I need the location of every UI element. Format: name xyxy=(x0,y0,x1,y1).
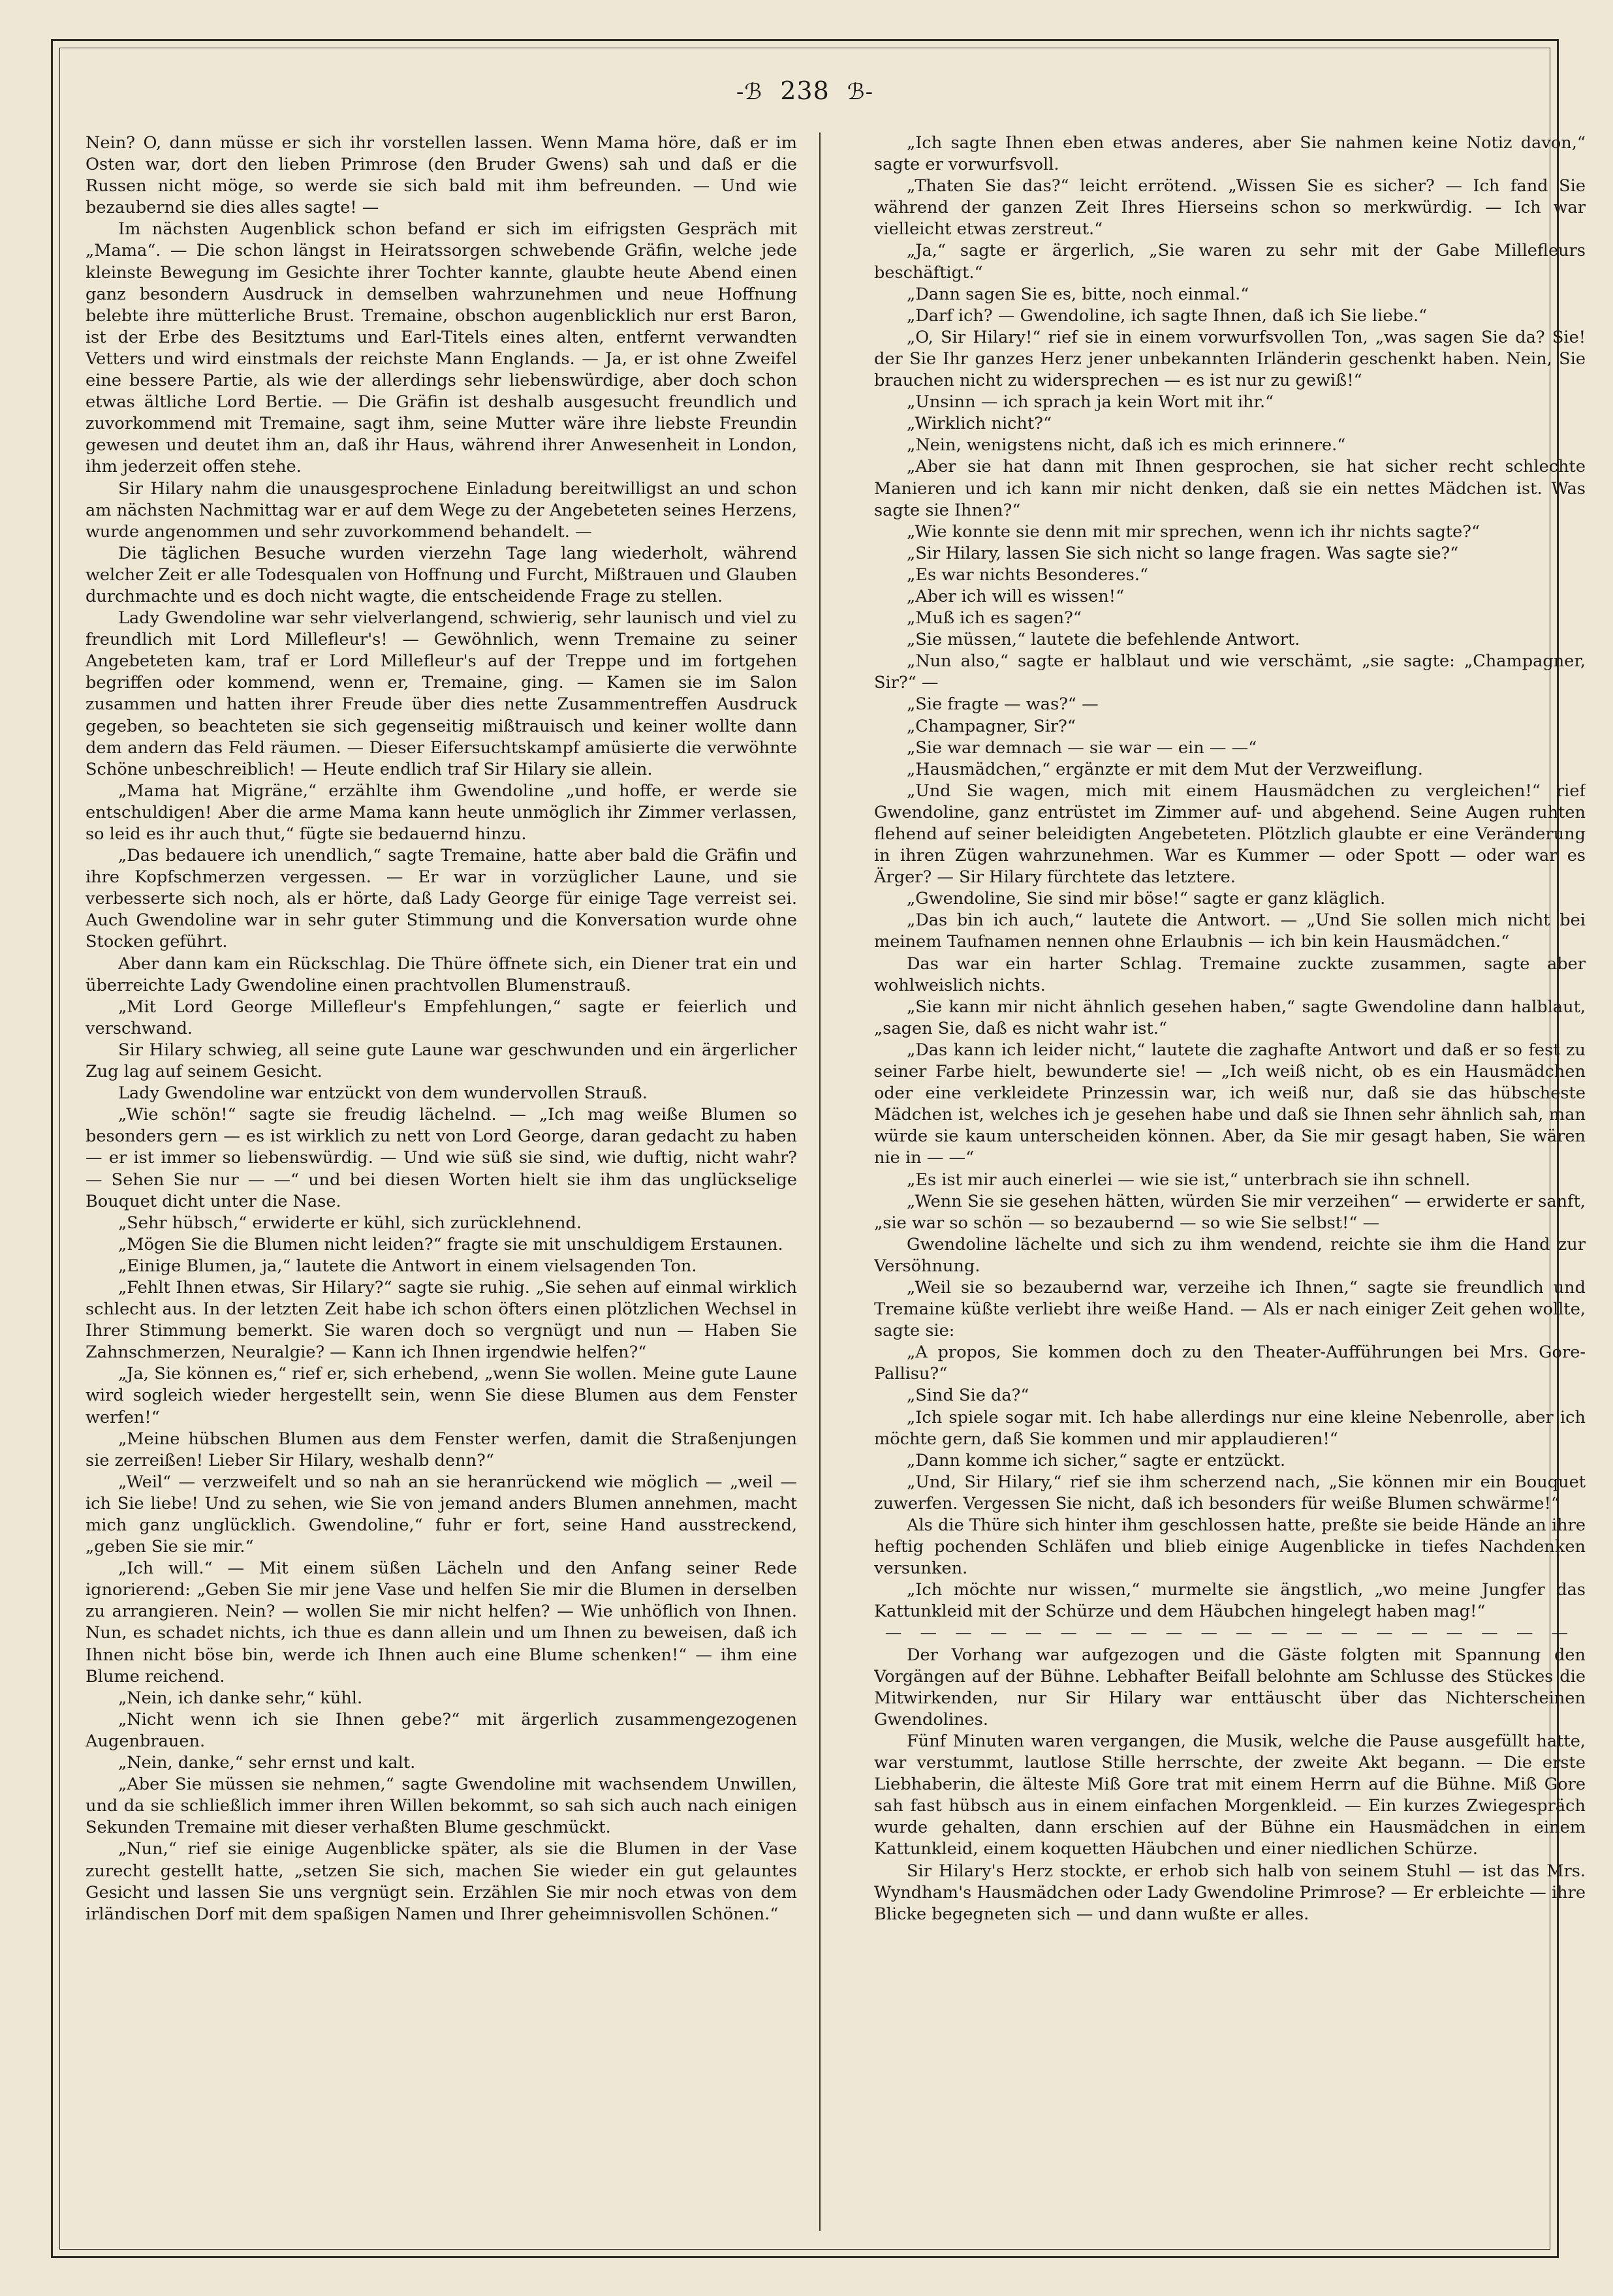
paragraph: „Sie müssen,“ lautete die befehlende Antwort. xyxy=(907,630,1300,650)
paragraph: „Aber sie hat dann mit Ihnen gesprochen, sie hat sicher recht schlechte Manieren und ich kann mir nicht denken, daß sie ein nettes Mädchen ist. Was sagte sie Ihnen?“ xyxy=(874,457,1586,520)
paragraph: Die täglichen Besuche wurden vierzehn Tage lang wiederholt, während welcher Zeit er alle Todesqualen von Hoffnung und Furcht, Mißtrauen und Glauben durchmachte und es doch nicht wagte, die entscheidende Frage zu stellen. xyxy=(86,543,797,606)
paragraph: Lady Gwendoline war sehr vielverlangend, schwierig, sehr launisch und viel zu freundlich mit Lord Millefleur's! — Gewöhnlich, wenn Tremaine zu seiner Angebeteten kam, traf er Lord Millefleur's auf der Treppe und im fortgehen begriffen oder kommend, wenn er, Tremaine, ging. — Kamen sie im Salon zusammen und hatten ihrer Freude über dies nette Zusammentreffen Ausdruck gegeben, so beachteten sie sich gegenseitig mißtrauisch und keiner wollte dann dem andern das Feld räumen. — Dieser Eifersuchtskampf amüsierte die verwöhnte Schöne unbeschreiblich! — Heute endlich traf Sir Hilary sie allein. xyxy=(86,608,797,779)
paragraph: „Nein, ich danke sehr,“ kühl. xyxy=(118,1688,363,1708)
page-frame xyxy=(51,39,1586,2258)
paragraph: „Sie kann mir nicht ähnlich gesehen haben,“ sagte Gwendoline dann halblaut, „sagen Sie, daß es nicht wahr ist.“ xyxy=(874,997,1586,1038)
paragraph: „Ich möchte nur wissen,“ murmelte sie ängstlich, „wo meine Jungfer das Kattunkleid mit der Schürze und dem Häubchen hingelegt haben mag!“ xyxy=(874,1580,1586,1622)
paragraph: „Und Sie wagen, mich mit einem Hausmädchen zu vergleichen!“ rief Gwendoline, ganz entrüstet im Zimmer auf- und abgehend. Seine Augen ruhten flehend auf seiner beleidigten Angebeteten. Plötzlich glaubte er eine Veränderung in ihren Zügen wahrzunehmen. War es Kummer — oder Spott — oder war es Ärger? — Sir Hilary fürchtete das letztere. xyxy=(874,781,1586,888)
paragraph: „Aber Sie müssen sie nehmen,“ sagte Gwendoline mit wachsendem Unwillen, und da sie schließlich immer ihren Willen bekommt, so sah sich auch nach einigen Sekunden Tremaine mit dieser verhaßten Blume geschmückt. xyxy=(86,1775,797,1838)
paragraph: „Wenn Sie sie gesehen hätten, würden Sie mir verzeihen“ — erwiderte er sanft, „sie war so schön — so bezaubernd — so wie Sie selbst!“ — xyxy=(874,1191,1586,1233)
paragraph: Sir Hilary schwieg, all seine gute Laune war geschwunden und ein ärgerlicher Zug lag auf seinem Gesicht. xyxy=(86,1040,797,1082)
paragraph: Das war ein harter Schlag. Tremaine zuckte zusammen, sagte aber wohlweislich nichts. xyxy=(874,954,1586,995)
paragraph: „Aber ich will es wissen!“ xyxy=(907,586,1125,606)
left-column xyxy=(86,132,797,2241)
paragraph: Aber dann kam ein Rückschlag. Die Thüre öffnete sich, ein Diener trat ein und überreichte Lady Gwendoline einen prachtvollen Blumenstrauß. xyxy=(86,954,797,995)
paragraph: „Nun,“ rief sie einige Augenblicke später, als sie die Blumen in der Vase zurecht gestellt hatte, „setzen Sie sich, machen Sie wieder ein gut gelauntes Gesicht und lassen Sie uns vergnügt sein. Erzählen Sie mir noch etwas von dem irländischen Dorf mit dem spaßigen Namen und Ihrer geheimnisvollen Schönen.“ xyxy=(86,1839,797,1924)
paragraph: „Ja,“ sagte er ärgerlich, „Sie waren zu sehr mit der Gabe Millefleurs beschäftigt.“ xyxy=(874,241,1586,283)
paragraph: „Das kann ich leider nicht,“ lautete die zaghafte Antwort und daß er so fest zu seiner Farbe hielt, bewunderte sie! — „Ich weiß nicht, ob es ein Hausmädchen oder eine verkleidete Prinzessin war, ich weiß nur, daß sie das hübscheste Mädchen ist, welches ich je gesehen habe und daß sie Ihnen sehr ähnlich sah, man würde sie kaum unterscheiden können. Aber, da Sie mir gesagt haben, Sie wären nie in — —“ xyxy=(874,1040,1586,1168)
page-number: 238 xyxy=(780,76,830,105)
paragraph: Sir Hilary nahm die unausgesprochene Einladung bereitwilligst an und schon am nächsten Nachmittag war er auf dem Wege zu der Angebeteten seines Herzens, wurde angenommen und sehr zuvorkommend behandelt. — xyxy=(86,478,797,542)
paragraph: „Das bedauere ich unendlich,“ sagte Tremaine, hatte aber bald die Gräfin und ihre Kopfschmerzen vergessen. — Er war in vorzüglicher Laune, und sie verbesserte sich noch, als er hörte, daß Lady George für einige Tage verreist sei. Auch Gwendoline war in sehr guter Stimmung und die Konversation wurde ohne Stocken geführt. xyxy=(86,846,797,952)
paragraph: „Ich sagte Ihnen eben etwas anderes, aber Sie nahmen keine Notiz davon,“ sagte er vorwurfsvoll. xyxy=(874,133,1586,175)
section-rule: — — — — — — — — — — — — — — — — — — — — xyxy=(885,1623,1575,1643)
paragraph: „Thaten Sie das?“ leicht errötend. „Wissen Sie es sicher? — Ich fand Sie während der ganzen Zeit Ihres Hierseins schon so merkwürdig. — Ich war vielleicht etwas zerstreut.“ xyxy=(874,176,1586,240)
paragraph: „Unsinn — ich sprach ja kein Wort mit ihr.“ xyxy=(907,392,1274,412)
right-column xyxy=(874,132,1586,2241)
paragraph: „Einige Blumen, ja,“ lautete die Antwort in einem vielsagenden Ton. xyxy=(118,1256,697,1276)
paragraph: „Ich will.“ — Mit einem süßen Lächeln und den Anfang seiner Rede ignorierend: „Geben Sie mir jene Vase und helfen Sie mir die Blumen in derselben zu arrangieren. Nein? — wollen Sie mir nicht helfen? — Wie unhöflich von Ihnen. Nun, es schadet nichts, ich thue es dann allein und um Ihnen zu beweisen, daß ich Ihnen nicht böse bin, werde ich Ihnen auch eine Blume schenken!“ — ihm eine Blume reichend. xyxy=(86,1559,797,1686)
paragraph: „O, Sir Hilary!“ rief sie in einem vorwurfsvollen Ton, „was sagen Sie da? Sie! der Sie Ihr ganzes Herz jener unbekannten Irländerin geschenkt haben. Nein, Sie brauchen nicht zu widersprechen — es ist nur zu gewiß!“ xyxy=(874,327,1586,391)
ornament-left: -ℬ xyxy=(736,79,763,105)
paragraph: „Es war nichts Besonderes.“ xyxy=(907,565,1149,585)
paragraph: Nein? O, dann müsse er sich ihr vorstellen lassen. Wenn Mama höre, daß er im Osten war, dort den lieben Primrose (den Bruder Gwens) sah und daß er die Russen nicht möge, so werde sie sich bald mit ihm befreunden. — Und wie bezaubernd sie dies alles sagte! — xyxy=(86,133,797,218)
paragraph: „Fehlt Ihnen etwas, Sir Hilary?“ sagte sie ruhig. „Sie sehen auf einmal wirklich schlecht aus. In der letzten Zeit habe ich schon öfters einen plötzlichen Wechsel in Ihrer Stimmung bemerkt. Sie waren doch so vergnügt und nun — Haben Sie Zahnschmerzen, Neuralgie? — Kann ich Ihnen irgendwie helfen?“ xyxy=(86,1277,797,1363)
paragraph: Der Vorhang war aufgezogen und die Gäste folgten mit Spannung den Vorgängen auf der Bühne. Lebhafter Beifall belohnte am Schlusse des Stückes die Mitwirkenden, nur Sir Hilary war enttäuscht über das Nichterscheinen Gwendolines. xyxy=(874,1645,1586,1730)
paragraph: „Ich spiele sogar mit. Ich habe allerdings nur eine kleine Nebenrolle, aber ich möchte gern, daß Sie kommen und mir applaudieren!“ xyxy=(874,1407,1586,1449)
paragraph: „Nun also,“ sagte er halblaut und wie verschämt, „sie sagte: „Champagner, Sir?“ — xyxy=(874,651,1586,693)
paragraph: „Ja, Sie können es,“ rief er, sich erhebend, „wenn Sie wollen. Meine gute Laune wird sogleich wieder hergestellt sein, wenn Sie diese Blumen aus dem Fenster werfen!“ xyxy=(86,1364,797,1427)
paragraph: Im nächsten Augenblick schon befand er sich im eifrigsten Gespräch mit „Mama“. — Die schon längst in Heiratssorgen schwebende Gräfin, welche jede kleinste Bewegung im Gesichte ihrer Tochter kannte, glaubte heute Abend einen ganz besondern Ausdruck in demselben wahrzunehmen und neue Hoffnung belebte ihre mütterliche Brust. Tremaine, obschon augenblicklich nur erst Baron, ist der Erbe des Besitztums und Earl-Titels eines alten, entfernt verwandten Vetters und wird einstmals der reichste Mann Englands. — Ja, er ist ohne Zweifel eine bessere Partie, als wie der allerdings sehr liebenswürdige, aber doch schon etwas ältliche Lord Bertie. — Die Gräfin ist deshalb ausgesucht freundlich und zuvorkommend mit Tremaine, sagt ihm, seine Mutter wäre ihre liebste Freundin gewesen und deutet ihm an, daß ihr Haus, während ihrer Anwesenheit in London, ihm jederzeit offen stehe. xyxy=(86,219,797,477)
paragraph: „Sir Hilary, lassen Sie sich nicht so lange fragen. Was sagte sie?“ xyxy=(907,543,1459,563)
column-divider xyxy=(819,132,821,2231)
paragraph: „Hausmädchen,“ ergänzte er mit dem Mut der Verzweiflung. xyxy=(907,759,1423,779)
paragraph: „Nein, danke,“ sehr ernst und kalt. xyxy=(118,1753,416,1773)
paragraph: „Mama hat Migräne,“ erzählte ihm Gwendoline „und hoffe, er werde sie entschuldigen! Aber die arme Mama kann heute unmöglich ihr Zimmer verlassen, so leid es ihr auch thut,“ fügte sie bedauernd hinzu. xyxy=(86,781,797,844)
paragraph: „Und, Sir Hilary,“ rief sie ihm scherzend nach, „Sie können mir ein Bouquet zuwerfen. Vergessen Sie nicht, daß ich besonders für weiße Blumen schwärme!“ xyxy=(874,1472,1586,1513)
paragraph: „A propos, Sie kommen doch zu den Theater-Aufführungen bei Mrs. Gore-Pallisu?“ xyxy=(874,1342,1586,1384)
paragraph: „Wie konnte sie denn mit mir sprechen, wenn ich ihr nichts sagte?“ xyxy=(907,521,1480,542)
paragraph: „Dann komme ich sicher,“ sagte er entzückt. xyxy=(907,1450,1286,1470)
paragraph: „Nein, wenigstens nicht, daß ich es mich erinnere.“ xyxy=(907,435,1346,456)
page-header xyxy=(53,76,1557,105)
paragraph: „Sehr hübsch,“ erwiderte er kühl, sich zurücklehnend. xyxy=(118,1213,582,1233)
paragraph: Fünf Minuten waren vergangen, die Musik, welche die Pause ausgefüllt hatte, war verstummt, lautlose Stille herrschte, der zweite Akt begann. — Die erste Liebhaberin, die älteste Miß Gore trat mit einem Herrn auf die Bühne. Miß Gore sah fast hübsch aus in einem einfachen Morgenkleid. — Ein kurzes Zwiegespräch wurde gehalten, dann erschien auf der Bühne ein Hausmädchen in einem Kattunkleid, einem koquetten Häubchen und einer niedlichen Schürze. xyxy=(874,1731,1586,1859)
paragraph: „Dann sagen Sie es, bitte, noch einmal.“ xyxy=(907,284,1249,304)
paragraph: „Sie fragte — was?“ — xyxy=(907,694,1099,715)
paragraph: „Sind Sie da?“ xyxy=(907,1386,1029,1406)
ornament-right: ℬ- xyxy=(847,79,874,105)
paragraph: Lady Gwendoline war entzückt von dem wundervollen Strauß. xyxy=(118,1083,648,1104)
paragraph: „Champagner, Sir?“ xyxy=(907,716,1076,736)
paragraph: „Das bin ich auch,“ lautete die Antwort. — „Und Sie sollen mich nicht bei meinem Taufnamen nennen ohne Erlaubnis — ich bin kein Hausmädchen.“ xyxy=(874,910,1586,952)
paragraph: „Meine hübschen Blumen aus dem Fenster werfen, damit die Straßenjungen sie zerreißen! Lieber Sir Hilary, weshalb denn?“ xyxy=(86,1429,797,1470)
paragraph: „Nicht wenn ich sie Ihnen gebe?“ mit ärgerlich zusammengezogenen Augenbrauen. xyxy=(86,1709,797,1751)
paragraph: Gwendoline lächelte und sich zu ihm wendend, reichte sie ihm die Hand zur Versöhnung. xyxy=(874,1234,1586,1276)
paragraph: „Darf ich? — Gwendoline, ich sagte Ihnen, daß ich Sie liebe.“ xyxy=(907,305,1428,326)
paragraph: „Wirklich nicht?“ xyxy=(907,414,1052,434)
paragraph: „Mögen Sie die Blumen nicht leiden?“ fragte sie mit unschuldigem Erstaunen. xyxy=(118,1234,783,1254)
paragraph: „Weil“ — verzweifelt und so nah an sie heranrückend wie möglich — „weil — ich Sie liebe! Und zu sehen, wie Sie von jemand anders Blumen annehmen, macht mich ganz unglücklich. Gwendoline,“ fuhr er fort, seine Hand ausstreckend, „geben Sie sie mir.“ xyxy=(86,1472,797,1557)
paragraph: „Gwendoline, Sie sind mir böse!“ sagte er ganz kläglich. xyxy=(907,889,1386,909)
paragraph: Als die Thüre sich hinter ihm geschlossen hatte, preßte sie beide Hände an ihre heftig pochenden Schläfen und blieb einige Augenblicke in tiefes Nachdenken versunken. xyxy=(874,1515,1586,1579)
paragraph: „Muß ich es sagen?“ xyxy=(907,608,1082,628)
paragraph: „Wie schön!“ sagte sie freudig lächelnd. — „Ich mag weiße Blumen so besonders gern — es ist wirklich zu nett von Lord George, daran gedacht zu haben — er ist immer so liebenswürdig. — Und wie süß sie sind, wie duftig, nicht wahr? — Sehen Sie nur — —“ und bei diesen Worten hielt sie ihm das unglückselige Bouquet dicht unter die Nase. xyxy=(86,1105,797,1211)
paragraph: „Mit Lord George Millefleur's Empfehlungen,“ sagte er feierlich und verschwand. xyxy=(86,997,797,1038)
paragraph: „Weil sie so bezaubernd war, verzeihe ich Ihnen,“ sagte sie freundlich und Tremaine küßte verliebt ihre weiße Hand. — Als er nach einiger Zeit gehen wollte, sagte sie: xyxy=(874,1277,1586,1341)
paragraph: „Sie war demnach — sie war — ein — —“ xyxy=(907,737,1257,758)
paragraph: Sir Hilary's Herz stockte, er erhob sich halb von seinem Stuhl — ist das Mrs. Wyndham's Hausmädchen oder Lady Gwendoline Primrose? — Er erbleichte — ihre Blicke begegneten sich — und dann wußte er alles. xyxy=(874,1861,1586,1924)
paragraph: „Es ist mir auch einerlei — wie sie ist,“ unterbrach sie ihn schnell. xyxy=(907,1170,1471,1190)
